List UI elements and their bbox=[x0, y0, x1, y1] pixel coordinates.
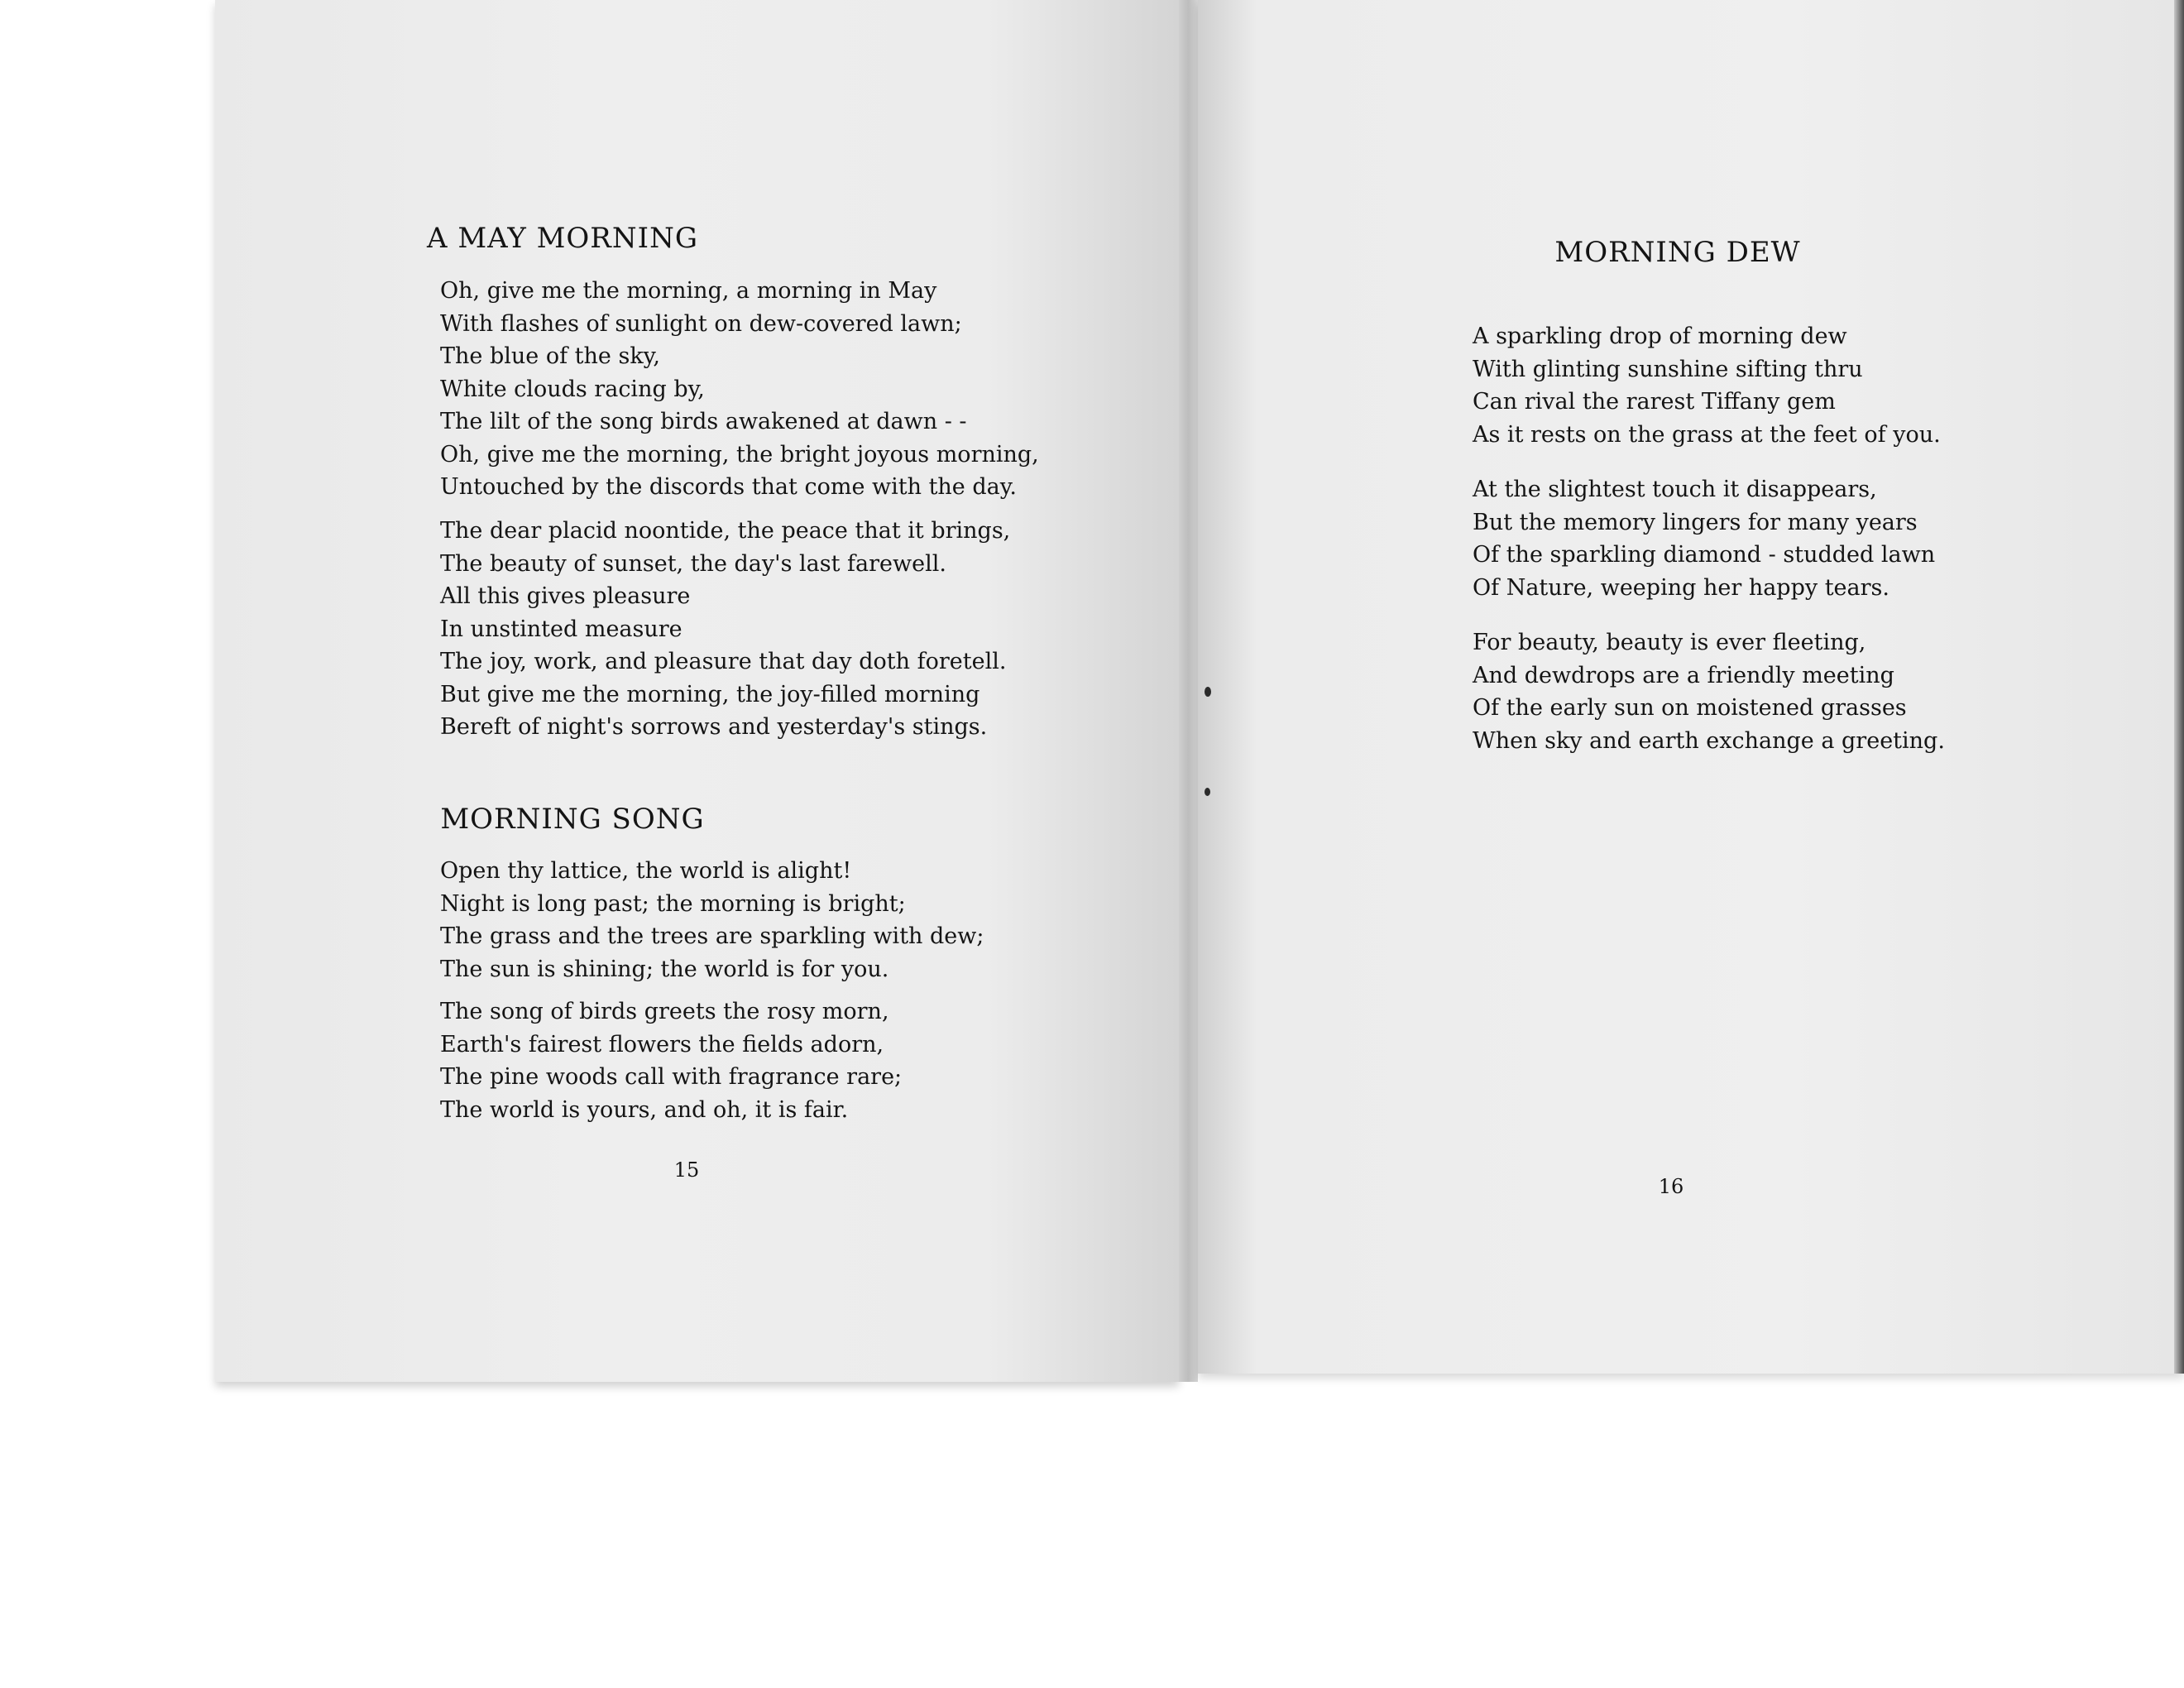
poem-line: At the slightest touch it disappears, bbox=[1473, 477, 1877, 502]
page-edge bbox=[2174, 0, 2184, 1374]
morning-dew-stanza-3 bbox=[1473, 626, 1945, 757]
morning-dew-stanza-2 bbox=[1473, 473, 1935, 604]
page-number: 15 bbox=[673, 1158, 700, 1182]
poem-line: In unstinted measure bbox=[440, 616, 682, 642]
binding-staple-mark bbox=[1205, 687, 1211, 697]
page-number: 16 bbox=[1658, 1175, 1684, 1198]
poem-line: Oh, give me the morning, a morning in May bbox=[440, 278, 937, 304]
poem-line: The blue of the sky, bbox=[440, 343, 660, 369]
poem-line: Oh, give me the morning, the bright joyous morning, bbox=[440, 441, 1039, 468]
poem-line: For beauty, beauty is ever fleeting, bbox=[1473, 630, 1866, 655]
poem-line: But the memory lingers for many years bbox=[1473, 509, 1918, 535]
poem-line: Open thy lattice, the world is alight! bbox=[440, 858, 852, 884]
poem-line: Of Nature, weeping her happy tears. bbox=[1473, 574, 1889, 601]
poem-line: Of the early sun on moistened grasses bbox=[1473, 695, 1907, 721]
poem-title-morning-dew: MORNING DEW bbox=[1554, 236, 1801, 269]
poem-line: Of the sparkling diamond - studded lawn bbox=[1473, 542, 1936, 568]
poem-line: The beauty of sunset, the day's last farewell. bbox=[440, 550, 946, 577]
poem-line: As it rests on the grass at the feet of you. bbox=[1473, 421, 1941, 448]
poem-line: Can rival the rarest Tiffany gem bbox=[1473, 389, 1836, 415]
poem-line: Night is long past; the morning is bright; bbox=[440, 890, 906, 917]
poem-line: With flashes of sunlight on dew-covered lawn; bbox=[440, 310, 962, 337]
poem-line: All this gives pleasure bbox=[440, 583, 691, 609]
may-morning-stanza-1 bbox=[440, 275, 1039, 504]
poem-line: White clouds racing by, bbox=[440, 376, 705, 402]
morning-song-stanza-1 bbox=[440, 855, 984, 985]
left-page bbox=[215, 0, 1179, 1382]
morning-song-stanza-2 bbox=[440, 995, 902, 1126]
poem-line: And dewdrops are a friendly meeting bbox=[1473, 662, 1894, 688]
poem-line: The lilt of the song birds awakened at dawn - - bbox=[440, 409, 967, 434]
right-page bbox=[1198, 0, 2184, 1374]
poem-line: The grass and the trees are sparkling with dew; bbox=[440, 923, 984, 949]
poem-title-may-morning: A MAY MORNING bbox=[427, 222, 698, 255]
poem-line: The dear placid noontide, the peace that it brings, bbox=[440, 518, 1011, 544]
poem-line: Earth's fairest flowers the fields adorn, bbox=[440, 1031, 884, 1057]
poem-line: A sparkling drop of morning dew bbox=[1473, 324, 1847, 349]
poem-line: When sky and earth exchange a greeting. bbox=[1473, 727, 1945, 754]
may-morning-stanza-2 bbox=[440, 515, 1010, 744]
poem-line: The song of birds greets the rosy morn, bbox=[440, 999, 889, 1024]
poem-line: The joy, work, and pleasure that day doth foretell. bbox=[440, 649, 1007, 674]
poem-line: The sun is shining; the world is for you. bbox=[440, 956, 889, 982]
poem-line: But give me the morning, the joy-filled morning bbox=[440, 681, 980, 707]
poem-line: The world is yours, and oh, it is fair. bbox=[440, 1096, 849, 1123]
morning-dew-stanza-1 bbox=[1473, 320, 1941, 451]
book-gutter bbox=[1179, 0, 1198, 1382]
binding-staple-mark bbox=[1205, 788, 1210, 796]
poem-line: Bereft of night's sorrows and yesterday's stings. bbox=[440, 714, 988, 740]
poem-title-morning-song: MORNING SONG bbox=[440, 803, 705, 836]
poem-line: The pine woods call with fragrance rare; bbox=[440, 1064, 903, 1090]
poem-line: Untouched by the discords that come with the day. bbox=[440, 474, 1018, 500]
poem-line: With glinting sunshine sifting thru bbox=[1473, 356, 1863, 382]
